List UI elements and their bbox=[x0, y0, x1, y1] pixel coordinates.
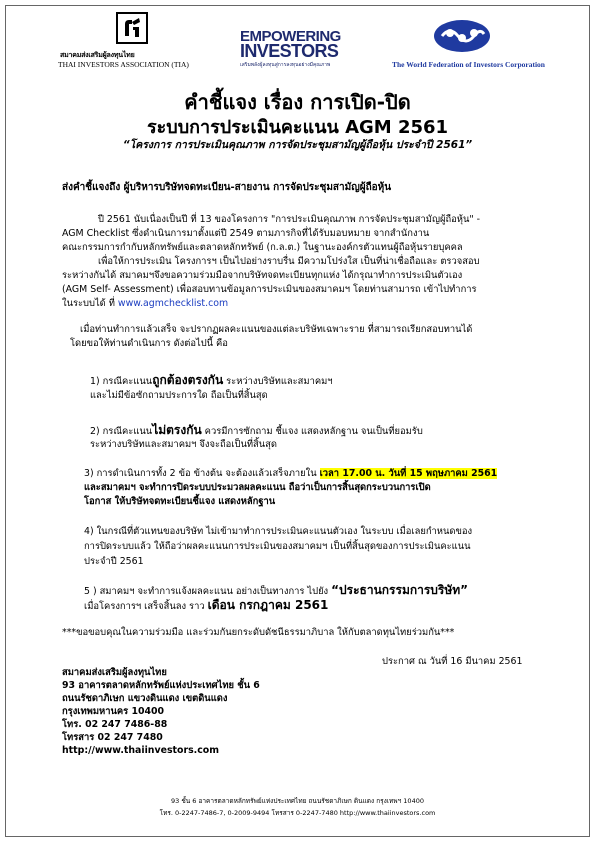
item5-line-1 bbox=[84, 583, 468, 599]
tia-name-english: THAI INVESTORS ASSOCIATION (TIA) bbox=[58, 60, 189, 69]
item2-line-2: ระหว่างบริษัทและสมาคมฯ จึงจะถือเป็นที่สิ้นสุด bbox=[90, 439, 277, 450]
item2-post: ควรมีการซักถาม ชี้แจง แสดงหลักฐาน จนเป็นที่ยอมรับ bbox=[201, 426, 423, 437]
item4-line-3: ประจำปี 2561 bbox=[84, 556, 144, 567]
intro-line-4: เพื่อให้การประเมิน โครงการฯ เป็นไปอย่างราบรื่น มีความโปร่งใส เป็นที่น่าเชื่อถือและ ตรวจสอบ bbox=[98, 256, 480, 267]
item3-line-1 bbox=[84, 467, 497, 481]
item1-line-1 bbox=[90, 373, 333, 389]
item3-line-3: โอกาส ให้บริษัทจดทะเบียนชี้แจง แสดงหลักฐาน bbox=[84, 496, 276, 507]
item1-pre: 1) กรณีคะแนน bbox=[90, 376, 153, 387]
title-line2: ระบบการประเมินคะแนน AGM 2561 bbox=[146, 117, 449, 138]
item5-line-2 bbox=[84, 598, 328, 614]
tia-logo-icon bbox=[116, 12, 148, 44]
tia-name-thai: สมาคมส่งเสริมผู้ลงทุนไทย bbox=[60, 51, 135, 59]
footer-contact: โทร. 0-2247-7486-7, 0-2009-9494 โทรสาร 0-2247-7480 http://www.thaiinvestors.com bbox=[159, 809, 436, 817]
agmchecklist-link[interactable]: www.agmchecklist.com bbox=[117, 298, 229, 309]
empowering-investors-logo bbox=[240, 30, 366, 69]
wfic-name: The World Federation of Investors Corporation bbox=[392, 60, 545, 69]
emp-logo-line1: EMPOWERING bbox=[240, 28, 341, 45]
emp-logo-line2: INVESTORS bbox=[240, 41, 339, 61]
item5-line2-pre: เมื่อโครงการฯ เสร็จสิ้นลง ราว bbox=[84, 601, 208, 612]
announce-date: ประกาศ ณ วันที่ 16 มีนาคม 2561 bbox=[382, 656, 523, 667]
item1-bold: ถูกต้องตรงกัน bbox=[152, 373, 224, 387]
contact-fax: โทรสาร 02 247 7480 bbox=[62, 732, 163, 743]
intro-line-3: คณะกรรมการกำกับหลักทรัพย์และตลาดหลักทรัพย์ (ก.ล.ต.) ในฐานะองค์กรตัวแทนผู้ถือหุ้นรายบุคคล bbox=[62, 242, 463, 253]
footer-address: 93 ชั้น 6 อาคารตลาดหลักทรัพย์แห่งประเทศไทย ถนนรัชดาภิเษก ดินแดง กรุงเทพฯ 10400 bbox=[171, 797, 424, 805]
wfic-globe-logo-icon bbox=[432, 18, 492, 54]
item2-bold: ไม่ตรงกัน bbox=[152, 423, 202, 437]
item4-line-1: 4) ในกรณีที่ตัวแทนของบริษัท ไม่เข้ามาทำการประเมินคะแนนตัวเอง ในระบบ เมื่อเลยกำหนดของ bbox=[84, 526, 473, 537]
intro-line-1: ปี 2561 นับเนื่องเป็นปี ที่ 13 ของโครงการ "การประเมินคุณภาพ การจัดประชุมสามัญผู้ถือหุ้น" - bbox=[98, 214, 481, 225]
item5-bold-chairman: “ประธานกรรมการบริษัท” bbox=[331, 583, 469, 597]
contact-address-2: ถนนรัชดาภิเษก แขวงดินแดง เขตดินแดง bbox=[62, 693, 228, 704]
recipient-line: ส่งคำชี้แจงถึง ผู้บริหารบริษัทจดทะเบียน-สายงาน การจัดประชุมสามัญผู้ถือหุ้น bbox=[62, 182, 392, 193]
item5-pre: 5 ) สมาคมฯ จะทำการแจ้งผลคะแนน อย่างเป็นทางการ ไปยัง bbox=[84, 586, 332, 597]
contact-phone: โทร. 02 247 7486-88 bbox=[62, 719, 168, 730]
title-line1: คำชี้แจง เรื่อง การเปิด-ปิด bbox=[184, 90, 411, 114]
contact-address-3: กรุงเทพมหานคร 10400 bbox=[62, 706, 165, 717]
contact-website-link[interactable]: http://www.thaiinvestors.com bbox=[62, 745, 219, 756]
item3-pre: 3) การดำเนินการทั้ง 2 ข้อ ข้างต้น จะต้องแล้วเสร็จภายใน bbox=[84, 468, 320, 479]
item1-post: ระหว่างบริษัทและสมาคมฯ bbox=[223, 376, 333, 387]
intro-line-5: ระหว่างกันได้ สมาคมฯจึงขอความร่วมมือจากบริษัทจดทะเบียนทุกแห่ง ได้กรุณาทำการประเมินตัวเอง bbox=[62, 270, 463, 281]
contact-name: สมาคมส่งเสริมผู้ลงทุนไทย bbox=[62, 667, 167, 678]
contact-address-1: 93 อาคารตลาดหลักทรัพย์แห่งประเทศไทย ชั้น 6 bbox=[62, 680, 260, 691]
emp-logo-tagline: เสริมพลังผู้ลงทุนสู่การลงทุนอย่างมีคุณภาพ bbox=[240, 62, 331, 68]
para2-line-1: เมื่อท่านทำการแล้วเสร็จ จะปรากฏผลคะแนนของแต่ละบริษัทเฉพาะราย ที่สามารถเรียกสอบทานได้ bbox=[80, 324, 473, 335]
intro-line-2: AGM Checklist ซึ่งดำเนินการมาตั้งแต่ปี 2549 ตามภารกิจที่ได้รับมอบหมาย จากสำนักงาน bbox=[62, 228, 430, 239]
item5-bold-month: เดือน กรกฎาคม 2561 bbox=[207, 598, 329, 612]
item1-line-2: และไม่มีข้อซักถามประการใด ถือเป็นที่สิ้นสุด bbox=[90, 390, 268, 401]
item3-line-2: และสมาคมฯ จะทำการปิดระบบประมวลผลคะแนน ถือว่าเป็นการสิ้นสุดกระบวนการเปิด bbox=[84, 482, 431, 493]
item2-line-1 bbox=[90, 423, 423, 439]
intro-line-6: (AGM Self- Assessment) เพื่อสอบทานข้อมูลการประเมินของสมาคมฯ โดยท่านสามารถ เข้าไปทำการ bbox=[62, 284, 477, 295]
intro-line-7-text: ในระบบได้ ที่ bbox=[62, 298, 115, 309]
item4-line-2: การปิดระบบแล้ว ให้ถือว่าผลคะแนนการประเมินของสมาคมฯ เป็นที่สิ้นสุดของการประเมินคะแนน bbox=[84, 541, 471, 552]
thanks-line: ***ขอขอบคุณในความร่วมมือ และร่วมกันยกระดับดัชนีธรรมาภิบาล ให้กับตลาดทุนไทยร่วมกัน*** bbox=[62, 627, 455, 638]
item3-deadline-highlight: เวลา 17.00 น. วันที่ 15 พฤษภาคม 2561 bbox=[319, 468, 498, 479]
para2-line-2: โดยขอให้ท่านดำเนินการ ดังต่อไปนี้ คือ bbox=[70, 338, 228, 349]
intro-line-7 bbox=[62, 297, 228, 311]
title-line3: “โครงการ การประเมินคุณภาพ การจัดประชุมสามัญผู้ถือหุ้น ประจำปี 2561” bbox=[122, 139, 473, 151]
item2-pre: 2) กรณีคะแนน bbox=[90, 426, 153, 437]
